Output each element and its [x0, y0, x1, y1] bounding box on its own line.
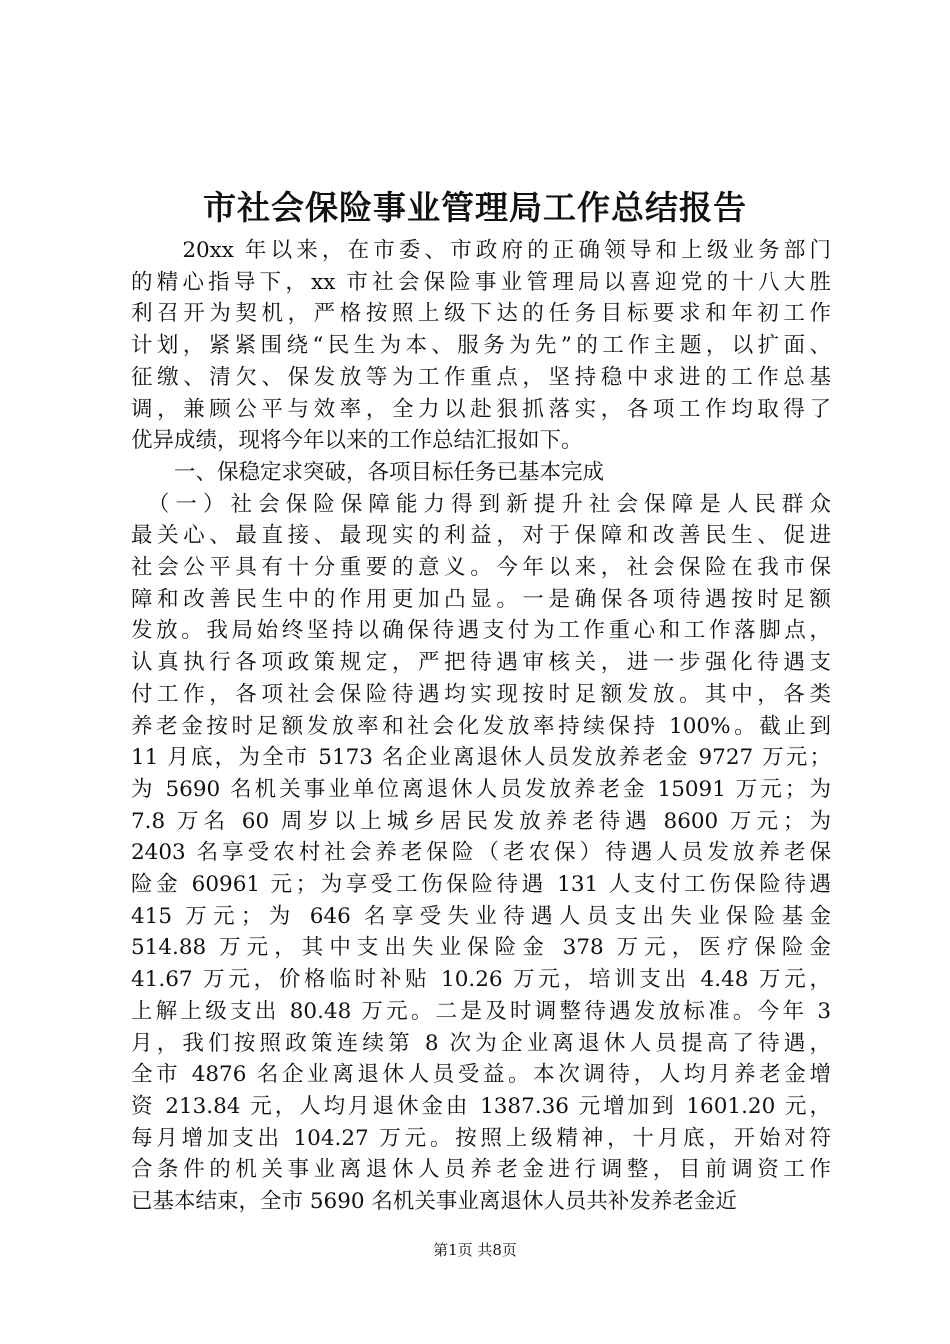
page-footer: 第1页 共8页: [433, 1241, 517, 1259]
body-line: 514.88 万元，其中支出失业保险金 378 万元，医疗保险金: [131, 935, 831, 961]
body-line: 优异成绩，现将今年以来的工作总结汇报如下。: [131, 428, 583, 454]
body-line: 月，我们按照政策连续第 8 次为企业离退休人员提高了待遇，: [131, 1030, 831, 1056]
body-line: 全市 4876 名企业离退休人员受益。本次调待，人均月养老金增: [131, 1062, 831, 1088]
body-line: 合条件的机关事业离退休人员养老金进行调整，目前调资工作: [131, 1157, 831, 1183]
body-line: 最关心、最直接、最现实的利益，对于保障和改善民生、促进: [131, 523, 831, 549]
body-line: 20xx 年以来，在市委、市政府的正确领导和上级业务部门: [131, 238, 831, 263]
body-line: 养老金按时足额发放率和社会化发放率持续保持 100%。截止到: [131, 713, 831, 739]
body-line: （一）社会保险保障能力得到新提升社会保障是人民群众: [131, 491, 831, 517]
body-line: 利召开为契机，严格按照上级下达的任务目标要求和年初工作: [131, 301, 831, 327]
body-line: 计划，紧紧围绕“民生为本、服务为先”的工作主题，以扩面、: [131, 333, 831, 359]
document-title: 市社会保险事业管理局工作总结报告: [203, 188, 747, 227]
body-line: 7.8 万名 60 周岁以上城乡居民发放养老待遇 8600 万元；为: [131, 808, 831, 834]
body-line: 调，兼顾公平与效率，全力以赴狠抓落实，各项工作均取得了: [131, 396, 831, 422]
body-line: 障和改善民生中的作用更加凸显。一是确保各项待遇按时足额: [131, 586, 831, 612]
body-line: 付工作，各项社会保险待遇均实现按时足额发放。其中，各类: [131, 681, 831, 707]
body-line: 41.67 万元，价格临时补贴 10.26 万元，培训支出 4.48 万元，: [131, 967, 831, 993]
body-line: 2403 名享受农村社会养老保险（老农保）待遇人员发放养老保: [131, 840, 831, 866]
body-line: 每月增加支出 104.27 万元。按照上级精神，十月底，开始对符: [131, 1125, 831, 1151]
body-line: 一、保稳定求突破，各项目标任务已基本完成: [131, 459, 605, 485]
body-line: 征缴、清欠、保发放等为工作重点，坚持稳中求进的工作总基: [131, 364, 831, 390]
body-line: 险金 60961 元；为享受工伤保险待遇 131 人支付工伤保险待遇: [131, 872, 831, 898]
body-line: 已基本结束，全市 5690 名机关事业离退休人员共补发养老金近: [131, 1189, 737, 1215]
body-line: 发放。我局始终坚持以确保待遇支付为工作重心和工作落脚点，: [131, 618, 831, 644]
document-body: [131, 235, 831, 1218]
body-line: 11 月底，为全市 5173 名企业离退休人员发放养老金 9727 万元；: [131, 745, 831, 771]
body-line: 为 5690 名机关事业单位离退休人员发放养老金 15091 万元；为: [131, 776, 831, 802]
body-line: 的精心指导下，xx 市社会保险事业管理局以喜迎党的十八大胜: [131, 269, 831, 295]
body-line: 认真执行各项政策规定，严把待遇审核关，进一步强化待遇支: [131, 650, 831, 676]
body-line: 社会公平具有十分重要的意义。今年以来，社会保险在我市保: [131, 555, 831, 581]
body-line: 上解上级支出 80.48 万元。二是及时调整待遇发放标准。今年 3: [131, 998, 831, 1024]
body-line: 415 万元；为 646 名享受失业待遇人员支出失业保险基金: [131, 903, 831, 929]
body-line: 资 213.84 元，人均月退休金由 1387.36 元增加到 1601.20 元，: [131, 1093, 831, 1119]
